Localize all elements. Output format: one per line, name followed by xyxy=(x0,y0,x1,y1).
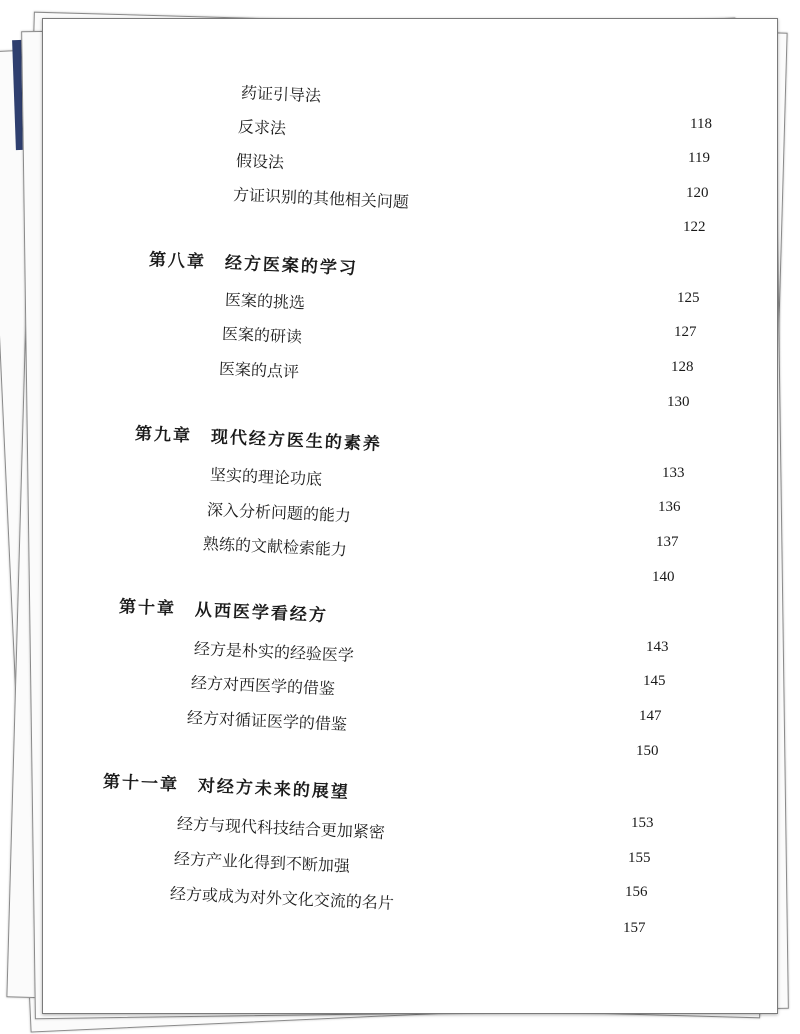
toc-chapter-heading: 第八章 经方医案的学习 xyxy=(148,250,359,280)
toc-entry-page: 156 xyxy=(625,884,648,900)
toc-entry-title: 坚实的理论功底 xyxy=(209,465,323,489)
toc-entry-title: 方证识别的其他相关问题 xyxy=(232,185,410,212)
toc-entry-page: 128 xyxy=(671,359,694,375)
toc-entry-page: 140 xyxy=(652,569,675,585)
toc-entry-page: 125 xyxy=(677,290,700,306)
toc-entry-title: 经方是朴实的经验医学 xyxy=(193,639,355,665)
toc-entry-page: 130 xyxy=(667,394,690,410)
toc-entry-title: 反求法 xyxy=(237,117,287,139)
toc-entry-title: 深入分析问题的能力 xyxy=(206,500,352,526)
toc-entry-page: 136 xyxy=(658,499,681,515)
toc-entry-page: 150 xyxy=(636,743,659,759)
toc-entry-title: 药证引导法 xyxy=(240,83,322,106)
toc-entry-page: 153 xyxy=(631,815,654,831)
toc-entry-title: 经方产业化得到不断加强 xyxy=(173,849,351,876)
toc-entry-title: 假设法 xyxy=(235,151,285,173)
toc-entry-page: 133 xyxy=(662,465,685,481)
toc-entry-page: 122 xyxy=(683,219,706,235)
toc-entry-title: 熟练的文献检索能力 xyxy=(202,534,348,560)
toc-chapter-heading: 第十章 从西医学看经方 xyxy=(118,597,329,627)
toc-entry-page: 143 xyxy=(646,639,669,655)
toc-entry-title: 经方或成为对外文化交流的名片 xyxy=(169,884,395,913)
toc-chapter-heading: 第十一章 对经方未来的展望 xyxy=(102,772,351,803)
toc-page xyxy=(42,18,778,1014)
toc-entry-page: 155 xyxy=(628,850,651,866)
toc-entry-title: 经方对循证医学的借鉴 xyxy=(186,708,348,734)
toc-entry-page: 119 xyxy=(688,150,710,166)
toc-entry-page: 118 xyxy=(690,116,712,132)
toc-entry-page: 157 xyxy=(623,920,646,936)
toc-entry-title: 经方与现代科技结合更加紧密 xyxy=(176,814,386,843)
toc-entry-page: 145 xyxy=(643,673,666,689)
toc-entry-page: 137 xyxy=(656,534,679,550)
toc-entry-page: 127 xyxy=(674,324,697,340)
toc-entry-page: 120 xyxy=(686,185,709,201)
toc-entry-title: 医案的点评 xyxy=(218,359,300,382)
toc-entry-title: 医案的挑选 xyxy=(224,290,306,313)
toc-entry-page: 147 xyxy=(639,708,662,724)
toc-chapter-heading: 第九章 现代经方医生的素养 xyxy=(134,424,383,455)
toc-entry-title: 医案的研读 xyxy=(221,324,303,347)
toc-entry-title: 经方对西医学的借鉴 xyxy=(190,673,336,699)
